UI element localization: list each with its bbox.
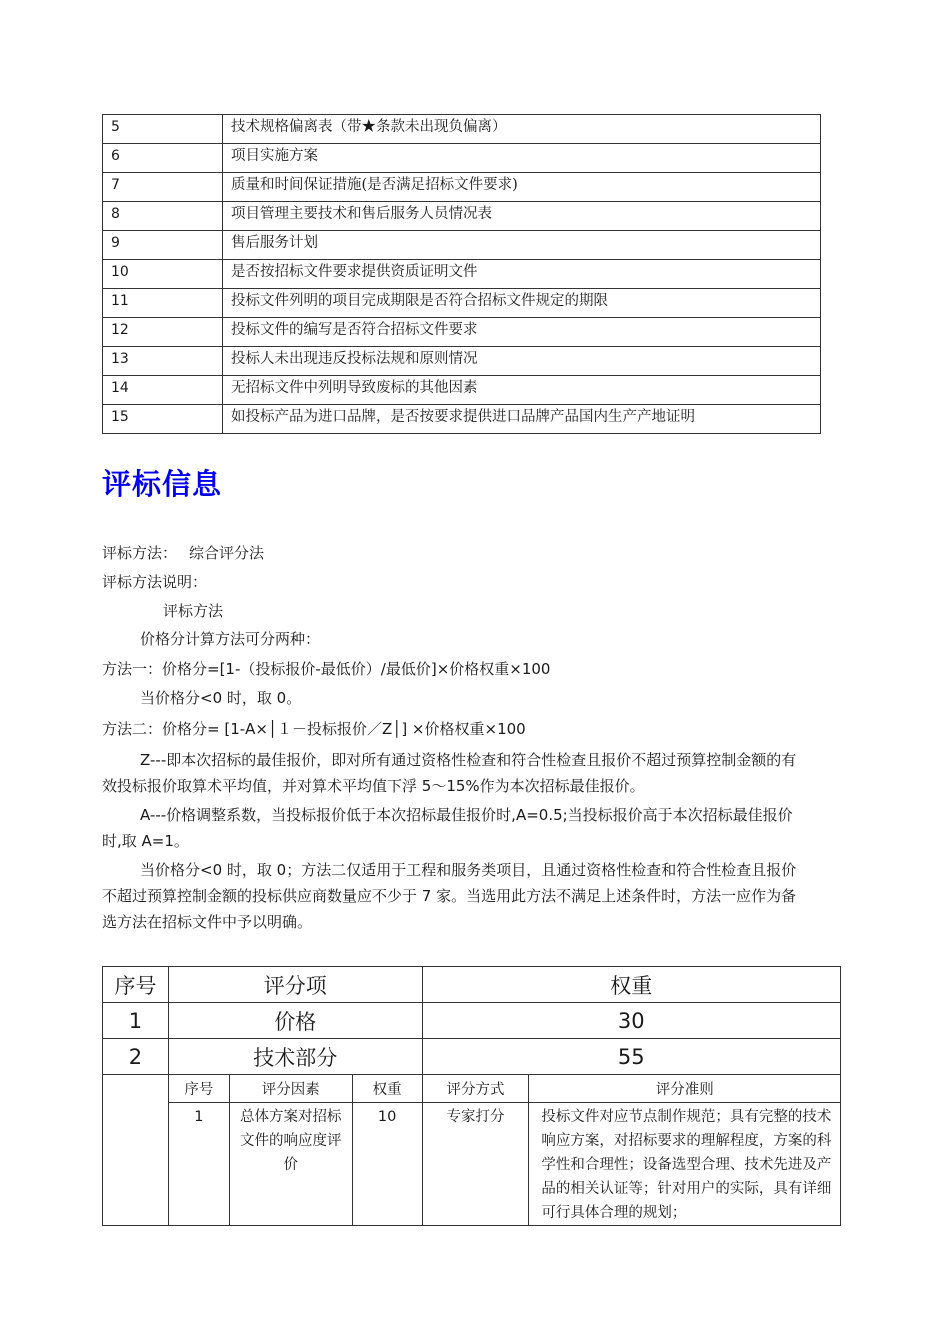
row-no: 2 <box>103 1039 169 1075</box>
method-desc-label: 评标方法说明： <box>102 573 208 591</box>
checklist-no: 11 <box>103 289 223 318</box>
sub-row <box>103 1103 841 1226</box>
sub-header-no: 序号 <box>168 1075 229 1103</box>
checklist-text: 无招标文件中列明导致废标的其他因素 <box>223 376 821 405</box>
checklist-row <box>103 289 821 318</box>
sub-header-factor: 评分因素 <box>229 1075 352 1103</box>
sub-criteria: 投标文件对应节点制作规范；具有完整的技术响应方案，对招标要求的理解程度，方案的科学性和合理性；设备选型合理、技术先进及产品的相关认证等；针对用户的实际，具有详细可行具体合理的规划； <box>529 1103 841 1226</box>
method-label: 评标方法： <box>102 544 178 562</box>
sub-method: 专家打分 <box>422 1103 529 1226</box>
price-intro: 价格分计算方法可分两种： <box>140 630 321 648</box>
checklist-no: 6 <box>103 144 223 173</box>
checklist-row <box>103 202 821 231</box>
checklist-text: 质量和时间保证措施(是否满足招标文件要求) <box>223 173 821 202</box>
checklist-row <box>103 405 821 434</box>
checklist-no: 9 <box>103 231 223 260</box>
checklist-no: 7 <box>103 173 223 202</box>
sub-header-criteria: 评分准则 <box>529 1075 841 1103</box>
row-weight: 55 <box>422 1039 840 1075</box>
checklist-no: 5 <box>103 115 223 144</box>
checklist-text: 投标文件的编写是否符合招标文件要求 <box>223 318 821 347</box>
checklist-row <box>103 173 821 202</box>
sub-factor: 总体方案对招标文件的响应度评价 <box>229 1103 352 1226</box>
sub-header-method: 评分方式 <box>422 1075 529 1103</box>
formula-one: 方法一：价格分=[1-（投标报价-最低价）/最低价]×价格权重×100 <box>102 660 551 678</box>
checklist-row <box>103 376 821 405</box>
checklist-text: 项目实施方案 <box>223 144 821 173</box>
scoring-row <box>103 1039 841 1075</box>
checklist-no: 15 <box>103 405 223 434</box>
row-weight: 30 <box>422 1003 840 1039</box>
a-definition: A---价格调整系数，当投标报价低于本次招标最佳报价时,A=0.5;当投标报价高于本次招标最佳报价时,取 A=1。 <box>102 806 793 850</box>
checklist-table <box>102 114 821 434</box>
scoring-header-row <box>103 967 841 1003</box>
header-weight: 权重 <box>422 967 840 1003</box>
checklist-text: 如投标产品为进口品牌，是否按要求提供进口品牌产品国内生产产地证明 <box>223 405 821 434</box>
scoring-row <box>103 1003 841 1039</box>
checklist-text: 技术规格偏离表（带★条款未出现负偏离） <box>223 115 821 144</box>
checklist-no: 10 <box>103 260 223 289</box>
header-item: 评分项 <box>168 967 422 1003</box>
checklist-no: 12 <box>103 318 223 347</box>
method-value: 综合评分法 <box>189 544 265 562</box>
checklist-no: 8 <box>103 202 223 231</box>
row-no: 1 <box>103 1003 169 1039</box>
header-no: 序号 <box>103 967 169 1003</box>
checklist-row <box>103 115 821 144</box>
sub-header-weight: 权重 <box>352 1075 422 1103</box>
method-row <box>102 543 264 563</box>
checklist-row <box>103 144 821 173</box>
sub-no: 1 <box>168 1103 229 1226</box>
checklist-row <box>103 260 821 289</box>
checklist-no: 14 <box>103 376 223 405</box>
checklist-text: 售后服务计划 <box>223 231 821 260</box>
checklist-row <box>103 231 821 260</box>
checklist-row <box>103 318 821 347</box>
section-title: 评标信息 <box>102 467 223 501</box>
checklist-text: 投标文件列明的项目完成期限是否符合招标文件规定的期限 <box>223 289 821 318</box>
checklist-text: 项目管理主要技术和售后服务人员情况表 <box>223 202 821 231</box>
z-definition: Z---即本次招标的最佳报价，即对所有通过资格性检查和符合性检查且报价不超过预算控制金额的有效投标报价取算术平均值，并对算术平均值下浮 5～15%作为本次招标最佳报价。 <box>102 751 797 795</box>
sub-header-row <box>103 1075 841 1103</box>
scoring-table <box>102 966 841 1226</box>
checklist-no: 13 <box>103 347 223 376</box>
sub-weight: 10 <box>352 1103 422 1226</box>
method-note: 当价格分<0 时，取 0；方法二仅适用于工程和服务类项目，且通过资格性检查和符合性检查且报价不超过预算控制金额的投标供应商数量应不少于 7 家。当选用此方法不满足上述条件时，方法一应作为备选方法在招标文件中予以明确。 <box>102 861 797 931</box>
formula-one-note: 当价格分<0 时，取 0。 <box>140 689 302 707</box>
checklist-text: 投标人未出现违反投标法规和原则情况 <box>223 347 821 376</box>
checklist-text: 是否按招标文件要求提供资质证明文件 <box>223 260 821 289</box>
checklist-row <box>103 347 821 376</box>
row-item: 技术部分 <box>168 1039 422 1075</box>
method-subtitle: 评标方法 <box>163 602 224 620</box>
formula-two: 方法二：价格分= [1-A×│１－投标报价／Z│] ×价格权重×100 <box>102 720 526 738</box>
row-item: 价格 <box>168 1003 422 1039</box>
empty-cell <box>103 1075 169 1226</box>
